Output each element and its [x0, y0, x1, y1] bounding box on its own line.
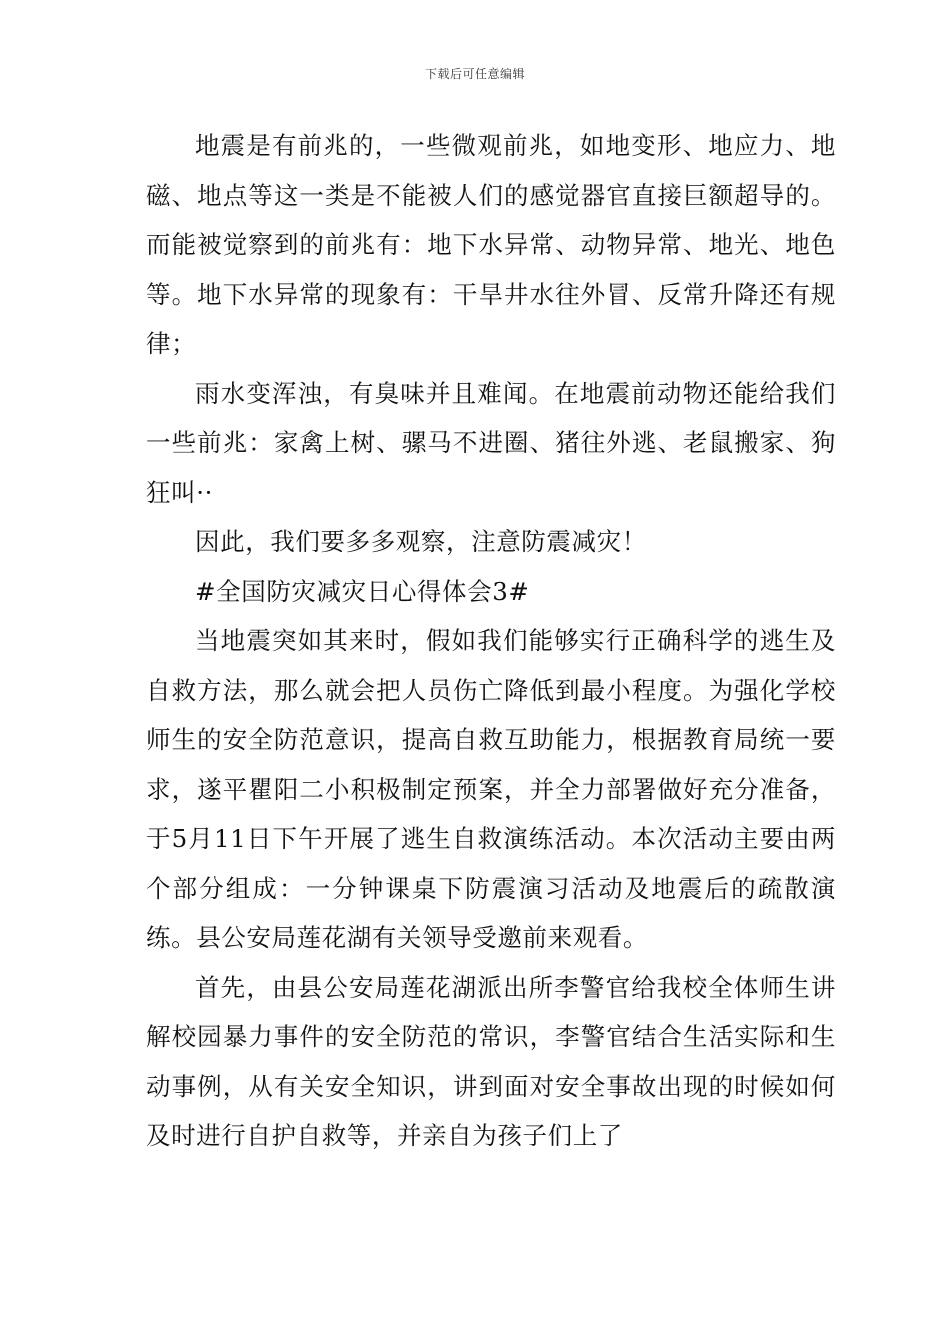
page-header: 下载后可任意编辑	[424, 67, 525, 81]
document-body	[146, 121, 836, 1161]
paragraph-conclusion: 因此，我们要多多观察，注意防震减灾！	[195, 527, 647, 556]
paragraph-animal-signs: 雨水变浑浊，有臭味并且难闻。在地震前动物还能给我们一些前兆：家禽上树、骡马不进圈、猪往外逃、老鼠搬家、狗狂叫··	[146, 378, 836, 507]
paragraph-drill-intro: 当地震突如其来时，假如我们能够实行正确科学的逃生及自救方法，那么就会把人员伤亡降低到最小程度。为强化学校师生的安全防范意识，提高自救互助能力，根据教育局统一要求，遂平瞿阳二小积极制定预案，并全力部署做好充分准备，于5月11日下午开展了逃生自救演练活动。本次活动主要由两个部分组成：一分钟课桌下防震演习活动及地震后的疏散演练。县公安局莲花湖有关领导受邀前来观看。	[146, 626, 836, 952]
paragraph-police-lecture: 首先，由县公安局莲花湖派出所李警官给我校全体师生讲解校园暴力事件的安全防范的常识，李警官结合生活实际和生动事例，从有关安全知识，讲到面对安全事故出现的时候如何及时进行自护自救等，并亲自为孩子们上了	[146, 972, 836, 1150]
section-heading: #全国防灾减灾日心得体会3#	[195, 576, 530, 606]
paragraph-earthquake-precursors: 地震是有前兆的，一些微观前兆，如地变形、地应力、地磁、地点等这一类是不能被人们的感觉器官直接巨额超导的。而能被觉察到的前兆有：地下水异常、动物异常、地光、地色等。地下水异常的现象有：干旱井水往外冒、反常升降还有规律；	[146, 131, 836, 358]
